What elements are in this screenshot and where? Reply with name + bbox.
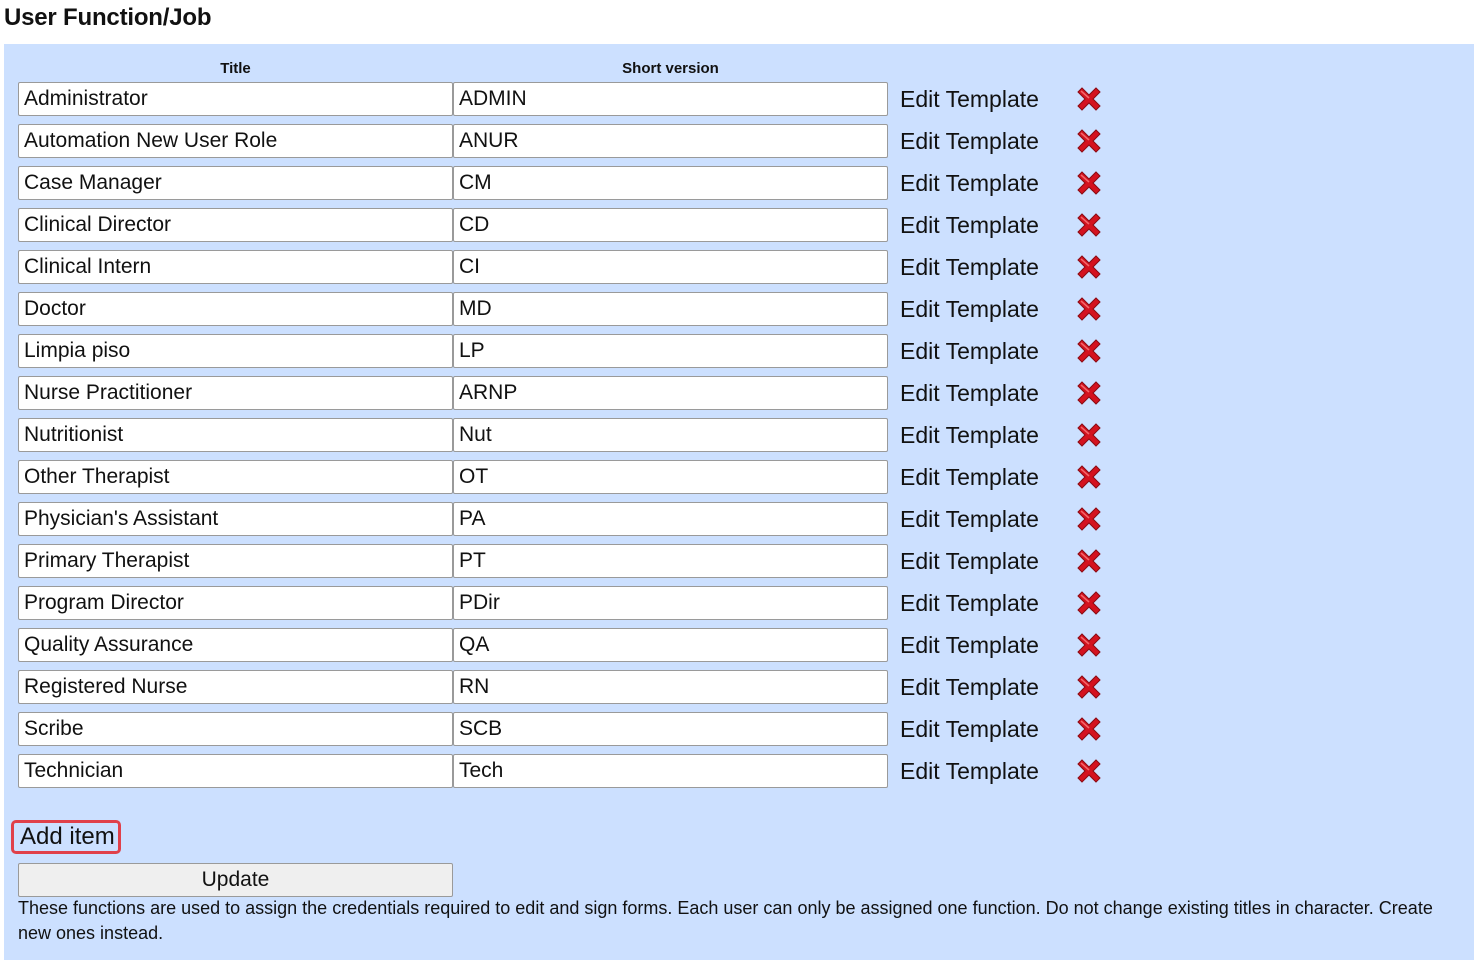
title-input[interactable] <box>18 712 453 746</box>
function-row <box>18 544 1218 586</box>
function-row <box>18 124 1218 166</box>
edit-template-link[interactable]: Edit Template <box>900 212 1039 238</box>
short-version-input[interactable] <box>453 670 888 704</box>
short-version-input[interactable] <box>453 460 888 494</box>
function-row <box>18 754 1218 796</box>
edit-template-link[interactable]: Edit Template <box>900 506 1039 532</box>
short-version-input[interactable] <box>453 586 888 620</box>
title-input[interactable] <box>18 670 453 704</box>
edit-template-link[interactable]: Edit Template <box>900 632 1039 658</box>
short-version-input[interactable] <box>453 544 888 578</box>
column-header-title: Title <box>220 60 251 77</box>
function-row <box>18 670 1218 712</box>
edit-template-link[interactable]: Edit Template <box>900 86 1039 112</box>
delete-icon[interactable] <box>1073 545 1105 577</box>
column-header-short-version: Short version <box>622 60 719 77</box>
edit-template-link[interactable]: Edit Template <box>900 590 1039 616</box>
function-row <box>18 460 1218 502</box>
function-row <box>18 502 1218 544</box>
delete-icon[interactable] <box>1073 293 1105 325</box>
title-input[interactable] <box>18 82 453 116</box>
function-row <box>18 82 1218 124</box>
short-version-input[interactable] <box>453 628 888 662</box>
delete-icon[interactable] <box>1073 419 1105 451</box>
delete-icon[interactable] <box>1073 251 1105 283</box>
edit-template-link[interactable]: Edit Template <box>900 338 1039 364</box>
short-version-input[interactable] <box>453 376 888 410</box>
title-input[interactable] <box>18 544 453 578</box>
edit-template-link[interactable]: Edit Template <box>900 296 1039 322</box>
title-input[interactable] <box>18 418 453 452</box>
title-input[interactable] <box>18 376 453 410</box>
title-input[interactable] <box>18 460 453 494</box>
short-version-input[interactable] <box>453 250 888 284</box>
delete-icon[interactable] <box>1073 461 1105 493</box>
delete-icon[interactable] <box>1073 629 1105 661</box>
edit-template-link[interactable]: Edit Template <box>900 170 1039 196</box>
title-input[interactable] <box>18 586 453 620</box>
edit-template-link[interactable]: Edit Template <box>900 422 1039 448</box>
title-input[interactable] <box>18 334 453 368</box>
short-version-input[interactable] <box>453 208 888 242</box>
title-input[interactable] <box>18 208 453 242</box>
functions-panel <box>4 44 1474 960</box>
delete-icon[interactable] <box>1073 125 1105 157</box>
function-row <box>18 166 1218 208</box>
delete-icon[interactable] <box>1073 503 1105 535</box>
function-row <box>18 334 1218 376</box>
short-version-input[interactable] <box>453 712 888 746</box>
function-row <box>18 418 1218 460</box>
edit-template-link[interactable]: Edit Template <box>900 254 1039 280</box>
edit-template-link[interactable]: Edit Template <box>900 380 1039 406</box>
function-row <box>18 208 1218 250</box>
delete-icon[interactable] <box>1073 167 1105 199</box>
edit-template-link[interactable]: Edit Template <box>900 758 1039 784</box>
function-row <box>18 250 1218 292</box>
short-version-input[interactable] <box>453 292 888 326</box>
delete-icon[interactable] <box>1073 671 1105 703</box>
function-row <box>18 712 1218 754</box>
short-version-input[interactable] <box>453 124 888 158</box>
delete-icon[interactable] <box>1073 755 1105 787</box>
short-version-input[interactable] <box>453 418 888 452</box>
edit-template-link[interactable]: Edit Template <box>900 674 1039 700</box>
short-version-input[interactable] <box>453 166 888 200</box>
short-version-input[interactable] <box>453 82 888 116</box>
short-version-input[interactable] <box>453 754 888 788</box>
edit-template-link[interactable]: Edit Template <box>900 548 1039 574</box>
delete-icon[interactable] <box>1073 83 1105 115</box>
function-list <box>18 82 1218 796</box>
edit-template-link[interactable]: Edit Template <box>900 464 1039 490</box>
delete-icon[interactable] <box>1073 713 1105 745</box>
update-button[interactable]: Update <box>18 863 453 897</box>
delete-icon[interactable] <box>1073 209 1105 241</box>
edit-template-link[interactable]: Edit Template <box>900 716 1039 742</box>
title-input[interactable] <box>18 292 453 326</box>
title-input[interactable] <box>18 250 453 284</box>
delete-icon[interactable] <box>1073 587 1105 619</box>
title-input[interactable] <box>18 124 453 158</box>
short-version-input[interactable] <box>453 334 888 368</box>
function-row <box>18 376 1218 418</box>
title-input[interactable] <box>18 502 453 536</box>
delete-icon[interactable] <box>1073 377 1105 409</box>
function-row <box>18 628 1218 670</box>
title-input[interactable] <box>18 628 453 662</box>
function-row <box>18 586 1218 628</box>
short-version-input[interactable] <box>453 502 888 536</box>
page-title: User Function/Job <box>4 4 212 31</box>
title-input[interactable] <box>18 166 453 200</box>
delete-icon[interactable] <box>1073 335 1105 367</box>
title-input[interactable] <box>18 754 453 788</box>
add-item-button[interactable]: Add item <box>11 820 121 854</box>
edit-template-link[interactable]: Edit Template <box>900 128 1039 154</box>
help-text: These functions are used to assign the credentials required to edit and sign forms. Each user can only be assigned one function. Do not change existing titles in character. Create new ones instead. <box>18 898 1433 943</box>
function-row <box>18 292 1218 334</box>
